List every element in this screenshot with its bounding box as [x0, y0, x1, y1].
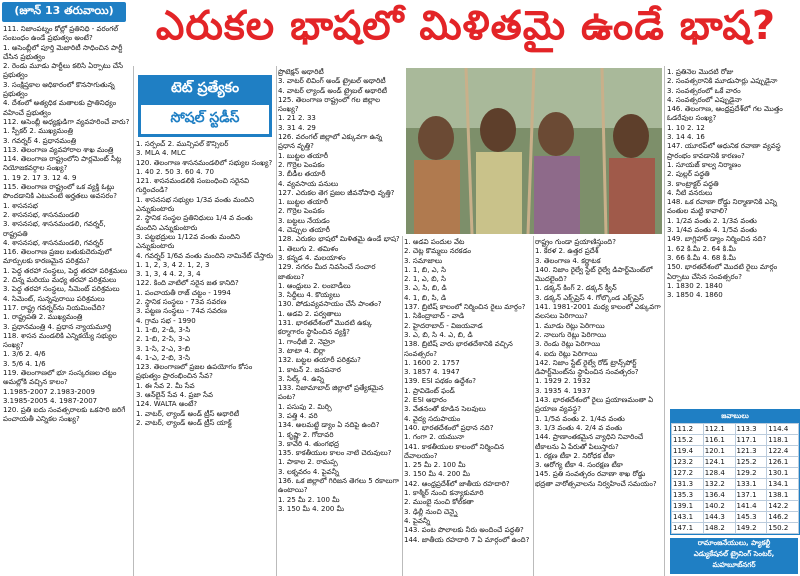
- question-line: 4. సంవత్సరంలో ఎప్పుడైనా: [667, 95, 742, 104]
- question-line: 3. 1, 3, 4 4. 2, 3, 4: [136, 270, 201, 279]
- answer-row: [672, 501, 799, 512]
- question-line: 3. 1-సి, 2-ఎ, 3-బి: [136, 344, 191, 353]
- section-box: [138, 75, 272, 137]
- question-line: 1. 1/5వ వంతు 2. 1/4వ వంతు: [535, 414, 625, 423]
- question-line: 1. శాసనసభ సభ్యుల 1/3వ వంతు మందిని ఎన్నుకుంటారు: [136, 195, 254, 214]
- question-line: 120. తెలంగాణ శాసనమండలిలో సభ్యుల సంఖ్య?: [136, 158, 273, 167]
- question-line: 1. ఆంధ్రులు 2. లంబాడీలు: [278, 281, 351, 290]
- question-line: 137. బ్రిటిష్ కాలంలో నిర్మించిన రైలు మార్గం?: [404, 303, 526, 312]
- question-line: 148. ఒక రవాణా రోడ్డు నిర్మాణానికి ఎన్ని వంతుల మట్టి కావాలి?: [667, 198, 777, 216]
- question-line: 2. శాసనసభ, శాసనమండలి: [3, 210, 80, 219]
- question-line: 115. తెలంగాణ రాష్ట్రంలో ఒక వ్యక్తి ఓట్లు పొందడానికి ఎటువంటి అర్హతలు అవసరం?: [3, 183, 117, 201]
- question-line: 141. కాకతీయుల కాలంలో నిర్మించిన దేవాలయం?: [404, 442, 505, 460]
- question-line: 2. 1-బి, 2-సి, 3-ఎ: [136, 335, 191, 344]
- answer-row: [672, 523, 799, 534]
- answer-row: [672, 435, 799, 446]
- question-line: 3. ఆరోగ్య టీకా 4. సంరక్షణ టీకా: [535, 461, 623, 470]
- credit-line: మహబూబ్‌నగర్: [712, 561, 756, 569]
- question-line: 1. శాసనసభ: [3, 201, 38, 210]
- question-column-2: [136, 140, 274, 576]
- answer-row: [672, 490, 799, 501]
- answer-cell: 141.4: [735, 501, 767, 512]
- question-line: 4. ఐదు రెట్లు పెరిగాయి: [535, 349, 598, 358]
- question-line: 1. 1929 2. 1932: [535, 377, 591, 386]
- question-line: 1. కాశ్మీర్ నుంచి కన్యాకుమారి: [404, 489, 484, 498]
- answer-cell: 128.4: [703, 468, 735, 479]
- question-line: 150. భారతదేశంలో మొదటి రైలు మార్గం ఏర్పాటు చేసిన సంవత్సరం?: [667, 263, 778, 281]
- question-line: 1. 10 2. 12: [667, 123, 705, 132]
- question-line: 3. 1935 4. 1937: [535, 386, 591, 395]
- answer-cell: 126.1: [767, 457, 799, 468]
- answer-cell: 135.3: [672, 490, 704, 501]
- question-column-4: [404, 238, 532, 576]
- answer-row: [672, 457, 799, 468]
- answer-row: [672, 512, 799, 523]
- answer-cell: 116.1: [703, 435, 735, 446]
- question-line: 3. ఎ, సి, బి, డి: [404, 284, 447, 293]
- question-line: 3. సిద్దీలు 4. కొయ్యలు: [278, 291, 340, 300]
- question-line: 1. సికింద్రాబాద్ - వాడి: [404, 312, 465, 321]
- question-line: 2. నాలుగు రెట్లు పెరిగాయి: [535, 330, 607, 339]
- question-line: 120. ప్రతి ఐదు సంవత్సరాలకు ఒకసారి జరిగే పంచాయతీ ఎన్నికల సంఖ్య?: [3, 406, 126, 424]
- answer-cell: 133.1: [735, 479, 767, 490]
- column-divider: [276, 66, 277, 576]
- question-line: 3. 31 4. 29: [278, 123, 316, 132]
- author-credit: [670, 538, 798, 574]
- question-line: 3. సంవత్సరంలో ఒకే వారం: [667, 86, 741, 95]
- question-line: 3.1985-2005 4. 1987-2007: [3, 396, 98, 405]
- question-line: 3. వాటర్ లివింగ్ అండ్ ట్రైబల్ అథారిటీ: [278, 77, 386, 86]
- question-line: 2. స్థానిక సంస్థలు - 73వ సవరణ: [136, 298, 227, 307]
- question-line: 128. ఎరుకల భాషలో మిళితమై ఉండే భాష?: [278, 235, 400, 244]
- question-line: 126. వరంగల్ జిల్లాలో ఎక్కువగా ఉన్న ప్రధాన వృత్తి?: [278, 133, 383, 151]
- question-line: 3. 1857 4. 1947: [404, 368, 460, 377]
- section-label: టెట్ ప్రత్యేకం: [138, 75, 272, 103]
- question-line: 3. శాసనసభ, శాసనమండలి, గవర్నర్, రాష్ట్రపతి: [3, 220, 106, 238]
- question-line: 1. 1-బి, 2-డి, 3-సి: [136, 325, 191, 334]
- question-line: 3. ఢిల్లీ నుంచి చెన్నై: [404, 507, 458, 516]
- question-line: 2. పుల్లర్ పద్ధతి: [667, 170, 710, 179]
- question-line: 4. వైద్య సదుపాయం: [404, 414, 461, 423]
- question-line: 3. ఎ, బి, సి 4. ఎ, బి, డి: [404, 330, 473, 339]
- question-line: 119. తెలంగాణలో భూ సంస్కరణల చట్టం అమల్లోకి వచ్చిన కాలం?: [3, 368, 117, 387]
- answer-cell: 114.4: [767, 424, 799, 435]
- question-line: 1. పసుపు 2. మిర్చి: [278, 402, 332, 411]
- question-line: 3. గవర్నర్ 4. ప్రధానమంత్రి: [3, 136, 77, 145]
- question-line: 142. నిజాం స్టేట్ రైల్వే రోడ్ ట్రాన్స్‌పోర్ట్ డిపార్ట్‌మెంట్‌ను స్థాపించిన సంవత్సరం?: [535, 358, 639, 377]
- question-line: 124. WALTA అంటే?: [136, 400, 198, 409]
- question-line: 3. సంక్షిప్తకాల ఆధికారంలో కొనసాగుతున్న ప్రభుత్వం: [3, 80, 115, 99]
- question-line: 1.1985-2007 2.1983-2009: [3, 387, 95, 396]
- question-line: 3. MLA 4. MLC: [136, 149, 186, 158]
- question-line: 143. పంట పొలాలకు నీరు అందించే పద్ధతి?: [404, 526, 524, 535]
- question-line: 3. 14 4. 16: [667, 133, 705, 142]
- answer-cell: 139.1: [672, 501, 704, 512]
- question-line: 3. పట్టభద్రులు 1/12వ వంతు మందిని ఎన్నుకుంటారు: [136, 232, 240, 251]
- question-line: 2. గొర్రెల పెంపకం: [278, 160, 325, 169]
- question-line: 131. భారతదేశంలో మొదటి ఉక్కు కర్మాగారం స్థాపించిన వ్యక్తి?: [278, 319, 373, 337]
- question-line: 2. వాటర్, ల్యాండ్ అండ్ ట్రీస్ యాక్ట్: [136, 418, 232, 427]
- answer-cell: 111.2: [672, 424, 704, 435]
- answer-cell: 134.1: [767, 479, 799, 490]
- question-line: 3. 1/4వ వంతు 4. 1/5వ వంతు: [667, 226, 757, 235]
- question-line: 1. 1, బి, ఎ, సి: [404, 265, 446, 274]
- question-line: 1. మూడు రెట్లు పెరిగాయి: [535, 321, 605, 330]
- question-line: 132. బట్టల తయారీ పరిశ్రమ?: [278, 356, 361, 365]
- answer-cell: 117.1: [735, 435, 767, 446]
- question-line: 1. పంచాయతీ రాజ్ చట్టం - 1994: [136, 288, 231, 297]
- answer-key: [670, 409, 800, 535]
- answer-cell: 118.1: [767, 435, 799, 446]
- question-line: 1. గంగా 2. యమునా: [404, 433, 465, 442]
- question-line: 3. కన్నడ 4. మలయాళం: [278, 253, 346, 262]
- question-column-6: [667, 68, 800, 404]
- question-line: 1. సూయజ్ కాల్వ నిర్మాణం: [667, 160, 741, 169]
- question-line: 134. అలమట్టి డ్యాం ఏ నదిపై ఉంది?: [278, 421, 380, 430]
- answer-cell: 123.2: [672, 457, 704, 468]
- question-line: 3. 66 కి.మీ 4. 68 కి.మీ: [667, 253, 736, 262]
- answer-cell: 137.1: [735, 490, 767, 501]
- question-line: 2. 1, ఎ, బి, సి: [404, 275, 446, 284]
- question-line: 1. 1600 2. 1757: [404, 358, 460, 367]
- question-line: 3. కావేరి 4. తుంగభద్ర: [278, 439, 339, 448]
- answer-cell: 130.1: [767, 468, 799, 479]
- question-line: 3. తెలంగాణ 4. కర్ణాటక: [535, 256, 601, 265]
- question-line: 3. పట్టణ సంస్థలు - 74వ సవరణ: [136, 307, 227, 316]
- question-line: 3. 5/6 4. 1/6: [3, 359, 46, 368]
- question-line: 4. గవర్నర్ 1/6వ వంతు మందిని నామినేట్ చేస్తారు: [136, 251, 274, 260]
- question-line: 4. శాసనసభ, శాసనమండలి, గవర్నర్: [3, 238, 104, 247]
- question-line: 133. నిజామాబాద్ జిల్లాలో ప్రత్యేకమైన పంట?: [278, 384, 384, 402]
- answer-row: [672, 479, 799, 490]
- section-subject: సోషల్ స్టడీస్: [141, 105, 269, 134]
- question-line: 143. భారతదేశంలో రైలు ప్రయాణమంతా ఏ ప్రయాణ వ్యవస్థ?: [535, 396, 654, 414]
- question-line: 1. గాంధీజీ 2. నెహ్రూ: [278, 337, 335, 346]
- question-line: 125. తెలంగాణ రాష్ట్రంలో గల జిల్లాల సంఖ్య?: [278, 95, 381, 114]
- answer-cell: 150.2: [767, 523, 799, 534]
- answer-cell: 146.2: [767, 512, 799, 523]
- answer-cell: 127.2: [672, 468, 704, 479]
- question-line: 3. సిల్క్ 4. ఉన్ని: [278, 374, 325, 383]
- answer-cell: 112.1: [703, 424, 735, 435]
- question-line: 2. స్థానిక సంస్థల ప్రతినిధులు 1/4 వ వంతు మందిని ఎన్నుకుంటారు: [136, 214, 253, 232]
- question-line: 4. సిమెంట్, సున్నపురాయి పరిశ్రమలు: [3, 294, 105, 303]
- answer-cell: 144.3: [703, 512, 735, 523]
- question-line: 4. దేశంలో అత్యధిక మతాలకు ప్రాతినిధ్యం వహించే ప్రభుత్వం: [3, 99, 117, 117]
- question-line: 1. ప్రతినెల మొదటి రోజు: [667, 68, 734, 76]
- question-line: 3. ప్రధానమంత్రి 4. ప్రధాన న్యాయమూర్తి: [3, 322, 112, 331]
- question-line: 140. భారతదేశంలో ప్రధాన నది?: [404, 423, 494, 432]
- headline: ఎరుకల భాషలో మిళితమై ఉండే భాష?: [155, 3, 777, 49]
- question-line: 1. 1830 2. 1840: [667, 281, 723, 290]
- answer-cell: 125.2: [735, 457, 767, 468]
- question-line: 1. 3/6 2. 4/6: [3, 350, 46, 359]
- question-line: 136. ఒక జిల్లాలో గిరిజన తెగలు 5 రకాలుగా ఉంటాయి?: [278, 477, 400, 495]
- question-line: 1. 25 మీ 2. 100 మీ: [404, 461, 466, 470]
- question-line: 1. ప్రావిడెంట్ ఫండ్: [404, 386, 455, 395]
- question-line: 141. 1981-2001 మధ్య కాలంలో ఎక్కువగా వలసలు పెరిగాయి?: [535, 303, 661, 321]
- question-line: 139. ESI పథకం ఉద్దేశం?: [404, 377, 476, 386]
- question-line: 1. తెలుగు 2. తమిళం: [278, 244, 339, 253]
- question-line: 3. పెద్ద తరహా సంస్థలు, సిమెంట్ పరిశ్రమలు: [3, 285, 120, 294]
- answer-cell: 124.1: [703, 457, 735, 468]
- answer-cell: 138.1: [767, 490, 799, 501]
- question-line: 2. రెండు మూడు పార్టీలు కలిసి ఏర్పాటు చేసే ప్రభుత్వం: [3, 62, 124, 80]
- question-line: 3. బట్టలు నేయడం: [278, 216, 330, 225]
- answer-row: [672, 424, 799, 435]
- column-divider: [533, 236, 534, 576]
- answer-cell: 145.3: [735, 512, 767, 523]
- question-line: 1. అసెంబ్లీలో పూర్తి మెజారిటీ సాధించిన పార్టీ చేసిన ప్రభుత్వం: [3, 43, 123, 61]
- question-line: 2. సంవత్సరానికి మూడుసార్లు ఎప్పుడైనా: [667, 77, 778, 86]
- answer-table: [671, 423, 799, 534]
- question-line: 4. గ్రామ సభ - 1990: [136, 316, 196, 325]
- question-line: 1. ఈ సేవ 2. మీ సేవ: [136, 381, 195, 390]
- question-line: 1. బుట్టల తయారీ: [278, 198, 329, 207]
- question-line: 135. కాకతీయుల కాలం నాటి చెరువులు?: [278, 449, 392, 458]
- credit-line: ఎడ్యుకేషనల్ ట్రైనింగ్ సెంటర్,: [693, 550, 775, 558]
- answer-cell: 148.2: [703, 523, 735, 534]
- question-line: 1. రాష్ట్రపతి 2. ముఖ్యమంత్రి: [3, 313, 83, 322]
- question-line: 2. ముంబై నుంచి కోల్‌కతా: [404, 498, 474, 507]
- answer-cell: 115.2: [672, 435, 704, 446]
- question-line: 114. తెలంగాణ రాష్ట్రంలోని పార్లమెంట్ సీట్ల నియోజకవర్గాల సంఖ్య?: [3, 155, 122, 173]
- question-line: 3. కాంట్రాక్టర్ పద్ధతి: [667, 179, 719, 188]
- answer-key-title: జవాబులు: [671, 410, 799, 423]
- question-line: 3. సమాజాలు: [404, 256, 443, 265]
- question-line: 1. 25 మీ 2. 100 మీ: [278, 495, 340, 504]
- question-line: 130. పోడువ్యవసాయం చేసే పాంతం?: [278, 300, 382, 309]
- question-line: 1. పాకాల 2. రామప్ప: [278, 458, 338, 467]
- answer-cell: 143.1: [672, 512, 704, 523]
- question-line: 1. 1, 2, 3, 4 2. 1, 2, 3: [136, 260, 210, 269]
- question-line: 149. బాగ్లిహార్ డ్యాం నిర్మించిన నది?: [667, 235, 767, 244]
- question-line: 113. తెలంగాణ వ్యవహారాల శాఖ మంత్రి: [3, 145, 114, 154]
- question-line: 3. టాటా 4. బిర్లా: [278, 346, 326, 355]
- tribal-women-photo: [406, 68, 662, 234]
- answer-cell: 129.2: [735, 468, 767, 479]
- question-line: 3. 1/3 వంతు 4. 2/4 వ వంతు: [535, 423, 623, 432]
- question-line: 1. కృష్ణా 2. గోదావరి: [278, 430, 334, 439]
- answer-row: [672, 468, 799, 479]
- column-divider: [402, 236, 403, 576]
- question-line: 111. నిజాంపట్నం కోల్లో ప్రతినిధి - వరంగల్ సంబంధం ఉండే ప్రభుత్వం అంటే?: [3, 25, 119, 43]
- answer-cell: 119.4: [672, 446, 704, 457]
- question-line: 4. 1, బి, సి, డి: [404, 293, 447, 302]
- question-line: 129. నగరం మీద నివసించే సంచార జాతులు?: [278, 263, 376, 281]
- answer-cell: 140.2: [703, 501, 735, 512]
- question-line: 2. గొర్రెల పెంపకం: [278, 207, 325, 216]
- question-line: 3. బీడీల తయారీ: [278, 170, 326, 179]
- question-line: 1. రక్షణ టీకా 2. నిరోధక టీకా: [535, 451, 615, 460]
- question-line: ప్రొటెక్షన్ అథారిటీ: [278, 68, 324, 76]
- column-divider: [664, 66, 665, 576]
- question-line: 3. డక్కన్ ఎక్స్‌ప్రెస్ 4. గోల్కొండ ఎక్స్‌ప్రెస్: [535, 293, 644, 302]
- question-line: 2. చెట్ల కొమ్మలు నరకడం: [404, 247, 472, 256]
- question-line: 142. ఆంధ్రప్రదేశ్‌లో జాతీయ రహదారి?: [404, 479, 510, 488]
- question-line: 3. ఆన్‌లైన్ సేవ 4. ప్రజా సేవ: [136, 391, 213, 400]
- question-line: 4. చెప్పుల తయారీ: [278, 226, 330, 235]
- photo-illustration: [406, 68, 662, 234]
- answer-cell: 113.3: [735, 424, 767, 435]
- question-line: 3. 150 మీ 4. 200 మీ: [404, 470, 471, 479]
- question-line: 1. అడవి 2. పర్వతాలు: [278, 309, 342, 318]
- question-line: 146. తెలంగాణ, ఆంధ్రప్రదేశ్‌లో గల మొత్తం ఓడరేవుల సంఖ్య?: [667, 105, 783, 123]
- question-line: 1. పెద్ద తరహా సంస్థలు, పెద్ద తరహా పరిశ్రమలు: [3, 266, 128, 275]
- question-line: 144. జాతీయ రహదారి 7 ఏ మార్గంలో ఉంది?: [404, 535, 530, 544]
- question-line: 147. యూరప్‌లో ఆధునిక రవాణా వ్యవస్థ ప్రారంభం కావడానికి కారణం?: [667, 142, 781, 160]
- question-line: 117. రాష్ట్ర గవర్నర్‌ను నియమించేది?: [3, 303, 106, 312]
- question-line: 3. లక్నవరం 4. పైవన్నీ: [278, 467, 340, 476]
- question-line: 1. అడవి పందుల వేట: [404, 238, 465, 246]
- question-line: 138. బ్రిటిష్ వారు భారతదేశానికి వచ్చిన సంవత్సరం?: [404, 340, 513, 358]
- question-line: 1. 40 2. 50 3. 60 4. 70: [136, 167, 214, 176]
- question-line: 1. వాటర్, ల్యాండ్ అండ్ ట్రీస్ అథారిటీ: [136, 409, 240, 418]
- question-line: 1. డక్కన్ కింగ్ 2. డక్కన్ క్వీన్: [535, 284, 617, 293]
- question-column-5: [535, 238, 663, 576]
- answer-cell: 142.2: [767, 501, 799, 512]
- column-divider: [133, 66, 134, 576]
- question-line: 4. వ్యవసాయ పనులు: [278, 179, 339, 188]
- answer-cell: 136.4: [703, 490, 735, 501]
- question-line: 1. 21 2. 33: [278, 114, 316, 123]
- question-line: 3. వేతనంతో కూడిన సెలవులు: [404, 405, 486, 414]
- question-line: 140. నిజాం రైల్వే స్టేట్ రైల్వే డిపార్ట్‌మెంట్‌లో మొదలైంది?: [535, 265, 653, 284]
- question-line: 145. ప్రతి సంవత్సరం రవాణా శాఖ రోడ్డు భద్రతా వారోత్సవాలను నిర్వహించే సమయం?: [535, 470, 657, 488]
- credit-line: రామాంజనేయులు, ప్యాకల్టీ: [697, 539, 771, 547]
- question-line: 1. 19 2. 17 3. 12 4. 9: [3, 173, 77, 182]
- answer-cell: 147.1: [672, 523, 704, 534]
- question-line: 3. రెండు రెట్లు పెరిగాయి: [535, 340, 601, 349]
- question-line: 4. 1-ఎ, 2-బి, 3-సి: [136, 353, 191, 362]
- question-line: 4. పైవన్నీ: [404, 516, 431, 525]
- question-line: 1. 62 కి.మీ 2. 64 కి.మీ: [667, 244, 736, 253]
- question-line: 4. వాటర్ ల్యాండ్ అండ్ ట్రైబల్ అథారిటీ: [278, 86, 388, 95]
- question-line: 1. 1/2వ వంతు 2. 1/3వ వంతు: [667, 216, 757, 225]
- question-line: 1. కేరళ 2. ఉత్తర ప్రదేశ్: [535, 247, 599, 256]
- question-line: 2. ESI ఆధారం: [404, 396, 447, 405]
- question-line: 112. అసెంబ్లీ అధ్యక్షుడిగా వ్యవహరించే వారు?: [3, 117, 130, 126]
- answer-cell: 120.1: [703, 446, 735, 457]
- question-line: 127. ఎరుకల తెగ ప్రజల జీవనోపాధి వృత్తి?: [278, 188, 395, 197]
- question-line: 3. పత్తి 4. వరి: [278, 411, 318, 420]
- answer-cell: 149.2: [735, 523, 767, 534]
- question-line: 1. కాటన్ 2. జనపనార: [278, 365, 341, 374]
- question-column-1: [3, 25, 131, 575]
- question-line: 2. చిన్న మరియు మధ్య తరహా పరిశ్రమలు: [3, 276, 117, 285]
- question-line: 118. శాసన మండలికి ఎన్నికయ్యే సభ్యుల సంఖ్య?: [3, 331, 117, 350]
- question-line: 1. సర్పంచ్ 2. మున్సిపల్ కౌన్సిలర్: [136, 140, 229, 148]
- question-column-3: [278, 68, 400, 576]
- question-line: రాష్ట్రం గుండా ప్రయాణిస్తుంది?: [535, 238, 616, 246]
- question-line: 2. హైదరాబాద్ - విజయవాడ: [404, 321, 483, 330]
- question-line: 3. 1850 4. 1860: [667, 291, 723, 300]
- answer-cell: 132.2: [703, 479, 735, 490]
- question-line: 144. ప్రాణాంతకమైన వ్యాధిని నివారించే టీకాలను ఏ పేరుతో పిలుస్తారు?: [535, 433, 644, 451]
- question-line: 1. బుట్టల తయారీ: [278, 151, 329, 160]
- question-line: 3. 150 మీ 4. 200 మీ: [278, 504, 345, 513]
- question-line: 123. తెలంగాణలో ప్రజల ఉపయోగం కోసం ప్రభుత్వం ప్రారంభించిన సేవ?: [136, 363, 253, 381]
- answer-row: [672, 446, 799, 457]
- question-line: 4. నీటి వనరులు: [667, 188, 713, 197]
- answer-cell: 131.3: [672, 479, 704, 490]
- question-line: 122. కింది వాటిలో సరైన జత కానిది?: [136, 279, 239, 288]
- question-line: 116. తెలంగాణ ప్రజల బతుకుదెరువులో మార్పులకు కారణమైన పరిశ్రమ?: [3, 248, 112, 266]
- question-line: 121. శాసనమండలికి సంబంధించి సరైనవి గుర్తించండి?: [136, 177, 250, 195]
- continuation-tag: (జూన్ 13 తరువాయి): [2, 2, 126, 22]
- question-line: 1. స్పీకర్ 2. ముఖ్యమంత్రి: [3, 127, 73, 136]
- answer-cell: 121.3: [735, 446, 767, 457]
- answer-cell: 122.4: [767, 446, 799, 457]
